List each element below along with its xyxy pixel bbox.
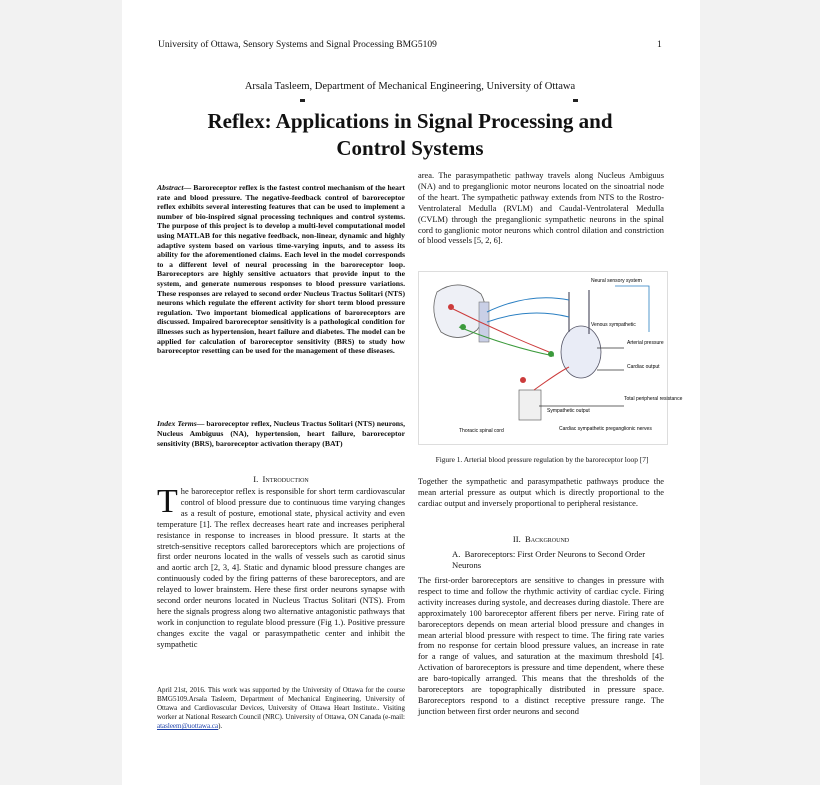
spinal-cord-shape	[519, 390, 541, 420]
section-numeral: I.	[253, 474, 259, 484]
author-line: Arsala Tasleem, Department of Mechanical Engineering, University of Ottawa	[244, 81, 576, 92]
label-arterial: Arterial pressure	[627, 340, 664, 346]
section-numeral: II.	[512, 534, 521, 544]
neuron-node-icon	[448, 304, 454, 310]
subsection-title: Baroreceptors: First Order Neurons to Second Order Neurons	[452, 549, 646, 570]
index-terms	[157, 419, 405, 449]
title-rule-mark	[573, 99, 578, 102]
baroreceptor-loop-diagram	[419, 272, 683, 444]
intro-text: he baroreceptor reflex is responsible for short term cardiovascular control of blood pressure due to continuous time varying changes as a result of posture, emotional state, physical activity and even temperature [1]. The reflex decreases heart rate and increases peripheral resistance in response to increases in blood pressure. It starts at the stretch-sensitive receptors called baroreceptors which are projections of first order neurons located in the walls of vessels such as carotid sinus and aortic arch [2, 3, 4]. Static and dynamic blood pressure changes are continuously coded by the firing patterns of these baroreceptors, and are relayed to lower brainstem. Here these first order neurons synapse with second order neurons located in Nucleus Tractus Solitari (NTS). From here the signals progress along two alternative antagonistic pathways that work in conjunction to regulate blood pressure (Fig 1.). Positive pressure changes excite the vagal or parasympathetic center and inhibit the sympathetic	[157, 487, 405, 649]
label-sympathetic-output: Sympathetic output	[547, 408, 590, 414]
section-heading-1	[157, 474, 405, 485]
label-thoracic: Thoracic spinal cord	[459, 428, 504, 434]
label-venous: Venous sympathetic	[591, 322, 636, 328]
section-heading-2	[418, 534, 664, 544]
paper-title: Reflex: Applications in Signal Processing and Control Systems	[207, 109, 613, 160]
title-rule-mark	[300, 99, 305, 102]
running-header: University of Ottawa, Sensory Systems and Signal Processing BMG5109	[158, 40, 437, 50]
afferent-path	[487, 313, 569, 322]
right-column-paragraph: area. The parasympathetic pathway travels along Nucleus Ambiguus (NA) and to preganglionic motor neurons located on the sinoatrial node of the heart. The sympathetic pathway extends from NTS to the Rostro-Ventrolateral Medulla (RVLM) and Caudal-Ventrolateral Medulla (CVLM) through the preganglionic sympathetic neurons in the spinal cord to ganglionic motor neurons which control dilation and constriction of blood vessels [5, 2, 6].	[418, 171, 664, 246]
subsection-heading	[452, 549, 666, 571]
neuron-node-icon	[520, 377, 526, 383]
vagal-nerve-path	[487, 298, 569, 312]
page-number: 1	[657, 40, 662, 50]
drop-cap: T	[157, 483, 178, 520]
subsection-label: A.	[452, 549, 461, 559]
right-column-paragraph: The first-order baroreceptors are sensitive to changes in pressure with respect to time and follow the rhythmic activity of cardiac cycle. Firing activity increases during systole, and decreases during diastole. There are approximately 100 baroreceptor afferent fibers per nerve. Firing rate of baroreceptors depends on mean arterial blood pressure and changes in mean arterial blood pressure with respect to time. The firing rate varies from no response for certain blood pressure values, an increase in rate for a range of values, and saturation at the maximum threshold [4]. Activation of baroreceptors is pressure and time dependent, where these are baro-topically arranged. This means that the thresholds of the baroreceptors are topographically distributed in pressure space. Baroreceptors respond to a distinct receptive pressure range. The junction between first order neurons and second	[418, 576, 664, 716]
label-neural-sensory: Neural sensory system	[591, 278, 642, 284]
footnote-email-link[interactable]: atasleem@uottawa.ca	[157, 722, 219, 730]
footnote-end: ).	[218, 722, 223, 730]
abstract	[157, 183, 405, 356]
figure-caption: Figure 1. Arterial blood pressure regulation by the baroreceptor loop [7]	[435, 455, 649, 464]
section-title: Introduction	[262, 474, 309, 484]
heart-shape	[561, 326, 601, 378]
neuron-node-icon	[548, 351, 554, 357]
index-terms-label: Index Terms—	[157, 419, 205, 428]
intro-paragraph	[157, 483, 405, 651]
footnote-text: April 21st, 2016. This work was supported by the University of Ottawa for the course BMG5109.Arsala Tasleem, Department of Mechanical Engineering, University of Ottawa and Cardiovascular Devices, University of Ottawa Heart Institute.. Visiting worker at National Research Council (NRC). University of Ottawa, ON Canada (e-mail:	[157, 686, 405, 721]
section-title: Background	[525, 534, 570, 544]
right-column-paragraph: Together the sympathetic and parasympathetic pathways produce the mean arterial pressure as output which is directly proportional to the cardiac output and inversely proportional to peripheral resistance.	[418, 477, 664, 508]
brainstem-shape	[434, 285, 485, 338]
figure-1-diagram	[418, 271, 683, 445]
sympathetic-output-path	[534, 367, 569, 390]
footnote	[157, 686, 405, 731]
label-total-peripheral: Total peripheral resistance	[624, 396, 683, 402]
abstract-label: Abstract—	[157, 183, 192, 192]
neuron-node-icon	[460, 324, 466, 330]
label-cardiac: Cardiac output	[627, 364, 660, 370]
label-cardiac-sympathetic: Cardiac sympathetic preganglionic nerves	[559, 426, 652, 432]
abstract-text: Baroreceptor reflex is the fastest control mechanism of the heart rate and blood pressure. The negative-feedback control of baroreceptor reflex exhibits several interesting features that can be used to implement a number of bio-inspired signal processing techniques and control systems. The purpose of this project is to develop a multi-level computational model using MATLAB for this negative feedback, non-linear, dynamic and highly adaptive system based on various time-varying inputs, and to assess its ability for the aforementioned claims. Each level in the model corresponds to a different level of neural processing in the baroreceptor loop. Baroreceptors are highly sensitive actuators that provide input to the system, and generate numerous responses to blood pressure variations. These responses are relayed to second order Nucleus Tractus Solitari (NTS) neurons which regulate the efferent activity for short term blood pressure regulation. Two important biomedical applications of baroreceptors are discussed. Impaired baroreceptor sensitivity is a pathological condition for illnesses such as hypertension, heart failure and diabetes. The model can be applied for calculation of baroreceptor sensitivity (BRS) to study how baroreceptor resetting can be used for the management of these diseases.	[157, 183, 405, 356]
index-terms-text: baroreceptor reflex, Nucleus Tractus Solitari (NTS) neurons, Nucleus Ambiguus (NA), hypertension, heart failure, baroreceptor sensitivity (BRS), baroreceptor activation therapy (BAT)	[157, 419, 405, 448]
